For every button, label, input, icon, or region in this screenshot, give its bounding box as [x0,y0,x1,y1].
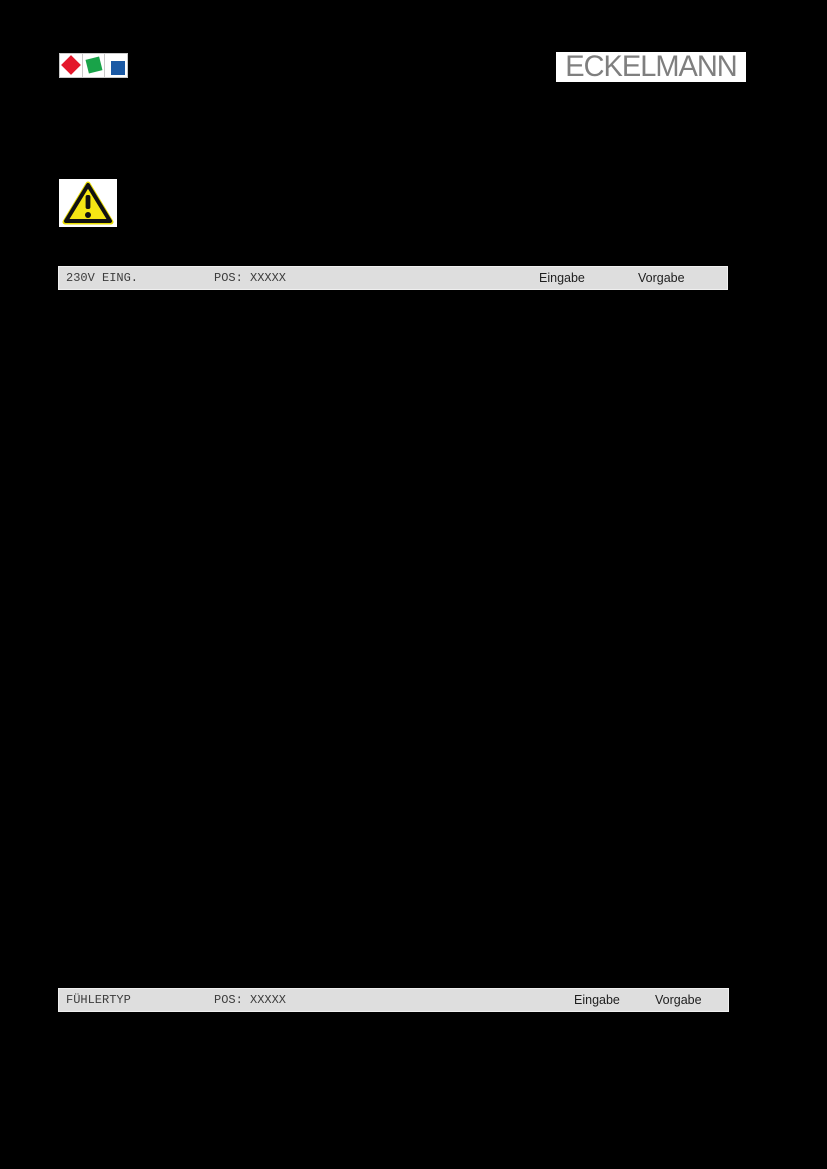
lcd-bar-230v-eing [58,266,728,290]
lcd-bar-title: FÜHLERTYP [66,993,131,1007]
brand-logo-cell [105,54,127,77]
lcd-bar-vorgabe-label: Vorgabe [655,993,702,1007]
brand-logo [59,53,128,78]
brand-logo-cell [83,54,106,77]
warning-icon-box [59,179,117,227]
warning-triangle-icon [62,181,114,225]
lcd-bar-vorgabe-label: Vorgabe [638,271,685,285]
lcd-bar-pos: POS: XXXXX [214,271,287,285]
green-square-icon [85,57,102,74]
lcd-bar-fuehlertyp [58,988,729,1012]
lcd-bar-title: 230V EING. [66,271,139,285]
eckelmann-wordmark [556,52,746,82]
lcd-bar-pos: POS: XXXXX [214,993,287,1007]
red-square-icon [61,55,81,75]
eckelmann-wordmark-text: ECKELMANN [565,52,737,82]
brand-logo-cell [60,54,83,77]
lcd-bar-eingabe-label: Eingabe [574,993,620,1007]
lcd-bar-eingabe-label: Eingabe [539,271,585,285]
blue-square-icon [111,61,125,75]
